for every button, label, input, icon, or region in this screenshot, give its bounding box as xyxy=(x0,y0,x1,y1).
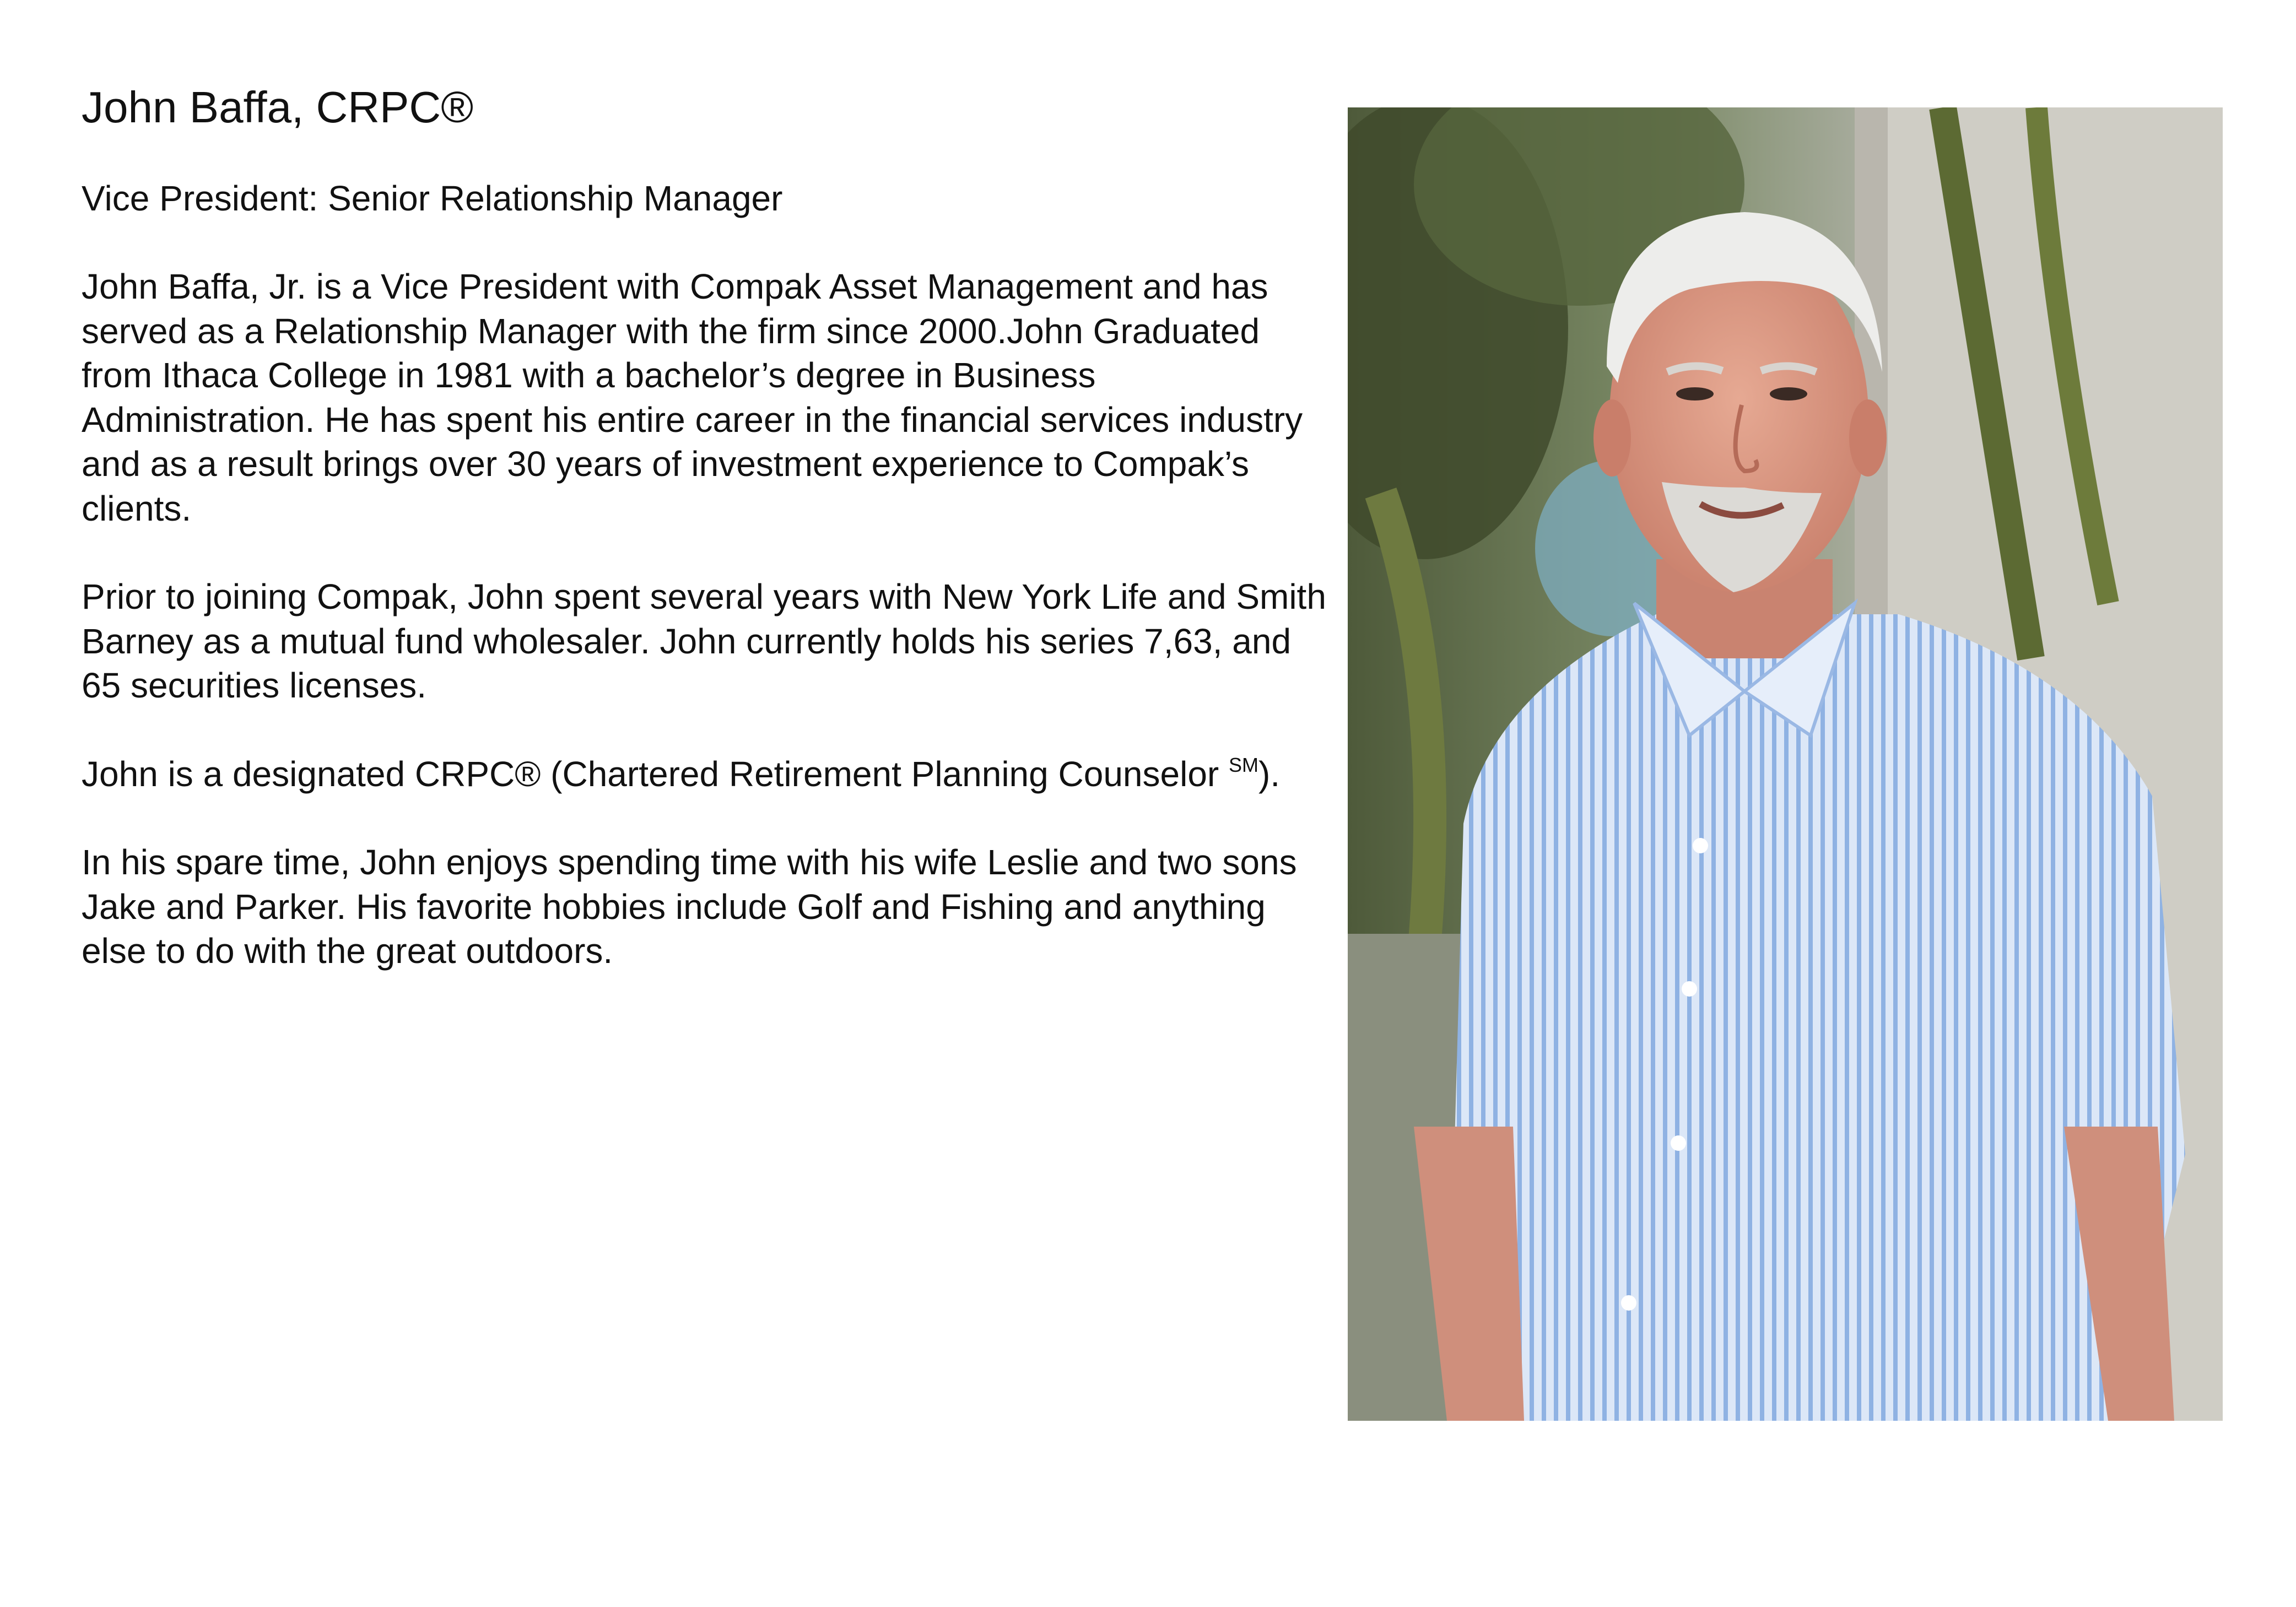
job-title: Vice President: Senior Relationship Manager xyxy=(82,178,783,218)
portrait-photo xyxy=(1348,107,2223,1421)
service-mark-superscript: SM xyxy=(1229,753,1258,776)
bio-paragraph-1: John Baffa, Jr. is a Vice President with Compak Asset Management and has served as a Relationship Manager with the firm since 2000.John Graduated from Ithaca College in 1981 with a bachelor’s degree in Business Administration. He has spent his entire career in the financial services industry and as a result brings over 30 years of investment experience to Compak’s clients. xyxy=(82,267,1303,528)
bio-paragraph-3 xyxy=(82,752,1327,797)
bio-paragraph-3-text: John is a designated CRPC® (Chartered Retirement Planning Counselor xyxy=(82,754,1229,794)
person-name: John Baffa, CRPC® xyxy=(82,83,474,132)
bio-paragraph-3-end: ). xyxy=(1258,754,1281,794)
portrait-illustration xyxy=(1348,107,2223,1421)
bio-paragraph-4: In his spare time, John enjoys spending time with his wife Leslie and two sons Jake and Parker. His favorite hobbies include Golf and Fishing and anything else to do with the great outdoors. xyxy=(82,842,1297,971)
bio-paragraph-2: Prior to joining Compak, John spent several years with New York Life and Smith Barney as a mutual fund wholesaler. John currently holds his series 7,63, and 65 securities licenses. xyxy=(82,577,1326,705)
profile-text xyxy=(82,77,1327,1018)
